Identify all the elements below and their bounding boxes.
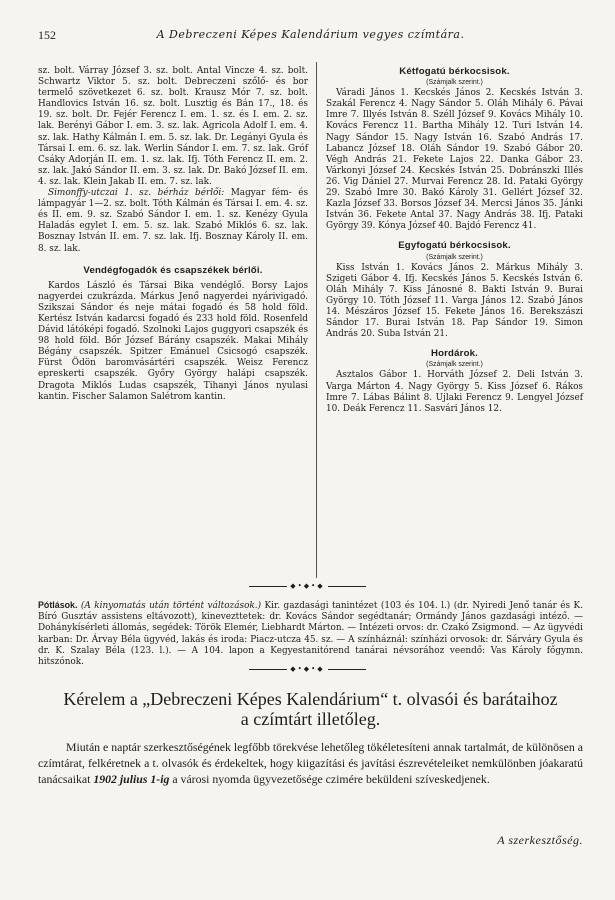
potlasok-intro: (A kinyomatás után történt változások.): [80, 601, 262, 611]
page-header: [38, 28, 583, 44]
potlasok-paragraph: [38, 600, 583, 668]
section-title-hordarok: Hordárok.: [430, 348, 479, 360]
section-title-ketfogatu: Kétfogatú bérkocsisok.: [399, 66, 510, 77]
section-title-egyfogatu: Egyfogatú bérkocsisok.: [398, 240, 511, 252]
appeal-title-line1: Kérelem a „Debreczeni Képes Kalendárium“ t. olvasói és barátaihoz: [63, 689, 558, 709]
section-subtitle-hordarok: (Számjalk szerint.): [426, 361, 483, 369]
right-column: [326, 66, 583, 415]
signature: A szerkesztőség.: [497, 833, 583, 847]
ornament-divider-bottom: ◆•◆•◆: [0, 665, 615, 673]
simonffy-text: Magyar fém- és lámpagyár 1—2. sz. bolt. Tóth Kálmán és Társai I. em. 4. sz. és II. em. 9. sz. Szabó Sándor I. em. 1. sz. Kenézy Gyula Haladás egylet I. em. 5. sz. lak. Szabó Miklós 6. sz. lak. Bosznay István II. em. 7. sz. lak. Ifj. Bosznay Károly II. em. 8. sz. lak.: [38, 188, 308, 254]
left-intro-text: sz. bolt. Várray József 3. sz. bolt. Antal Vincze 4. sz. bolt. Schwartz Viktor 5. sz. bolt. Debreczeni szőlő- és bor termelő szövetkezet 6. sz. bolt. Krausz Mór 7. sz. bolt. Handlovics István 16. sz. bolt. Lusztig és Bán 17., 18. és 19. sz. bolt. Dr. Fejér Ferencz I. em. 1. sz. és I. em. 2. sz. lak. Berényi Gábor I. em. 3. sz. lak. Agricola Adolf I. em. 4. sz. lak. Hathy Kálmán I. em. 5. sz. lak. Dr. Legányi Gyula és Társai I. em. 6. sz. lak. Werlin Sándor I. em. 7. sz. lak. Gróf Csáky Adorján II. em. 1. sz. lak. Ifj. Tóth Ferencz II. em. 2. sz. lak. Jakó Sándor II. em. 3. sz. lak. Dr. Bakó József II. em. 4. sz. lak. Klein Jakab II. em. 7. sz. lak.: [38, 66, 308, 187]
section-text-egyfogatu: Kiss István 1. Kovács János 2. Márkus Mihály 3. Szigeti Gábor 4. Ifj. Kecskés János 5. Kecskés István 6. Oláh Mihály 7. Kiss Jánosné 8. Bakti István 9. Burai György 10. Tóth József 11. Varga János 12. Szabó János 14. Mészáros József 15. Fekete János 16. Berekszászi Sándor 17. Burai István 18. Pap Sándor 19. Simon András 20. Suba István 21.: [326, 262, 583, 340]
left-column: [38, 66, 308, 403]
ornament-divider-top: ◆•◆•◆: [0, 582, 615, 590]
section-text-ketfogatu: Váradi János 1. Kecskés János 2. Kecskés István 3. Szakál Ferencz 4. Nagy Sándor 5. Oláh Mihály 6. Pávai Imre 7. Illyés István 8. Széll József 9. Kovács Mihály 10. Kovács Ferencz 11. Bartha Mihály 12. Turi István 14. Nagy Sándor 15. Nagy István 16. Szabó András 17. Labancz József 18. Oláh Sándor 19. Szabó Gábor 20. Végh András 21. Fekete Lajos 22. Danka Gábor 23. Várkonyi József 24. Kecskés István 25. Dobránszki Illés 26. Vig Dániel 27. Murvai Ferencz 28. Id. Pataki György 29. Szabó Imre 30. Bakó Károly 31. Gellért József 32. Kazla József 33. Borsos József 34. Mercsi János 35. Jánki István 36. Fekete Antal 37. Nagy András 38. Ifj. Pataki György 39. Kónya József 40. Bajdó Ferencz 41.: [326, 88, 583, 232]
appeal-title: [38, 689, 583, 729]
running-title: A Debreczeni Képes Kalendárium vegyes czímtára.: [156, 28, 465, 41]
section-subtitle-egyfogatu: (Számjalk szerint.): [426, 253, 483, 261]
appeal-title-line2: a czímtárt illetőleg.: [240, 709, 381, 729]
simonffy-paragraph: [38, 188, 308, 255]
appeal-date: 1902 julius 1-ig: [93, 771, 170, 786]
simonffy-heading: Simonffy-utczai 1. sz. bérház bérlői:: [48, 188, 225, 199]
page-number: 152: [38, 28, 56, 42]
appeal-body: [38, 740, 583, 787]
section-text-vendeglok: Kardos László és Társai Bika vendéglő. Borsy Lajos nagyerdei czukrázda. Márkus Jenő nagyerdei nyárivigadó. Szikszai Sándor és neje mátai fogadó és 58 hold föld. Kertész István kadarcsi fogadó és 233 hold föld. Rosenfeld Dávid látóképi fogadó. Szolnoki Lajos guggyori csapszék és 98 hold föld. Bőr József Bárány csapszék. Makai Mihály Bégány csapszék. Spitzer Emánuel Csicsogó csapszék. Fürst Ödön baromvásártéri csapszék. Weisz Ferencz epreskerti csapszék. Győry György halápi csapszék. Dragota Miklós Ludas csapszék, Tihanyi János nyulasi kantin. Fischer Salamon Salétrom kantin.: [38, 280, 308, 402]
section-title-vendeglok: Vendégfogadók és csapszékek bérlői.: [83, 264, 263, 276]
column-divider: [316, 62, 317, 578]
appeal-body-start: Miután e naptár szerkesztőségének legfőbb törekvése lehetőleg tökéletesíteni annak tartalmát, de különösen a czímtárat, felkéretnek a t. olvasók és érdekeltek, hogy kiigazítási és javítási észrevételeiket nemkülönben jóakaratú tanácsaikat: [38, 740, 583, 786]
potlasok-text: Kir. gazdasági tanintézet (103 és 104. l.) (dr. Nyiredi Jenő tanár és K. Bíró Gusztáv assistens eltávozott), kinevezttetek: dr. Kovács Sándor segédtanár; Ormándy János gazdasági intéző. — Dohánykísérleti állomás, segédek: Török Elemér, Liebhardt Márton. — Intézeti orvos: dr. Czakó Zsigmond. — Az ügyvédi karban: Dr. Árvay Béla ügyvéd, lakás és iroda: Piacz-utcza 45. sz. — A színháznál: színházi orvosok: dr. Sárváry Gyula és dr. K. Szalay Béla (123. l.). — A 104. lapon a Kegyestanitórend tanárai névsorához veendő: Vas Károly főgymn. hitszónok.: [38, 601, 584, 668]
potlasok-label: Pótlások.: [38, 600, 78, 610]
section-text-hordarok: Asztalos Gábor 1. Horváth József 2. Deli István 3. Varga Márton 4. Nagy György 5. Kiss József 6. Rákos Imre 7. Lábas Bálint 8. Ujlaki Ferencz 9. Lengyel József 10. Deák Ferencz 11. Sasvári János 12.: [326, 370, 583, 414]
section-subtitle-ketfogatu: (Számjalk szerint.): [426, 79, 483, 87]
appeal-body-end: a városi nyomda ügyvezetősége czimére beküldeni szíveskedjenek.: [172, 771, 490, 786]
